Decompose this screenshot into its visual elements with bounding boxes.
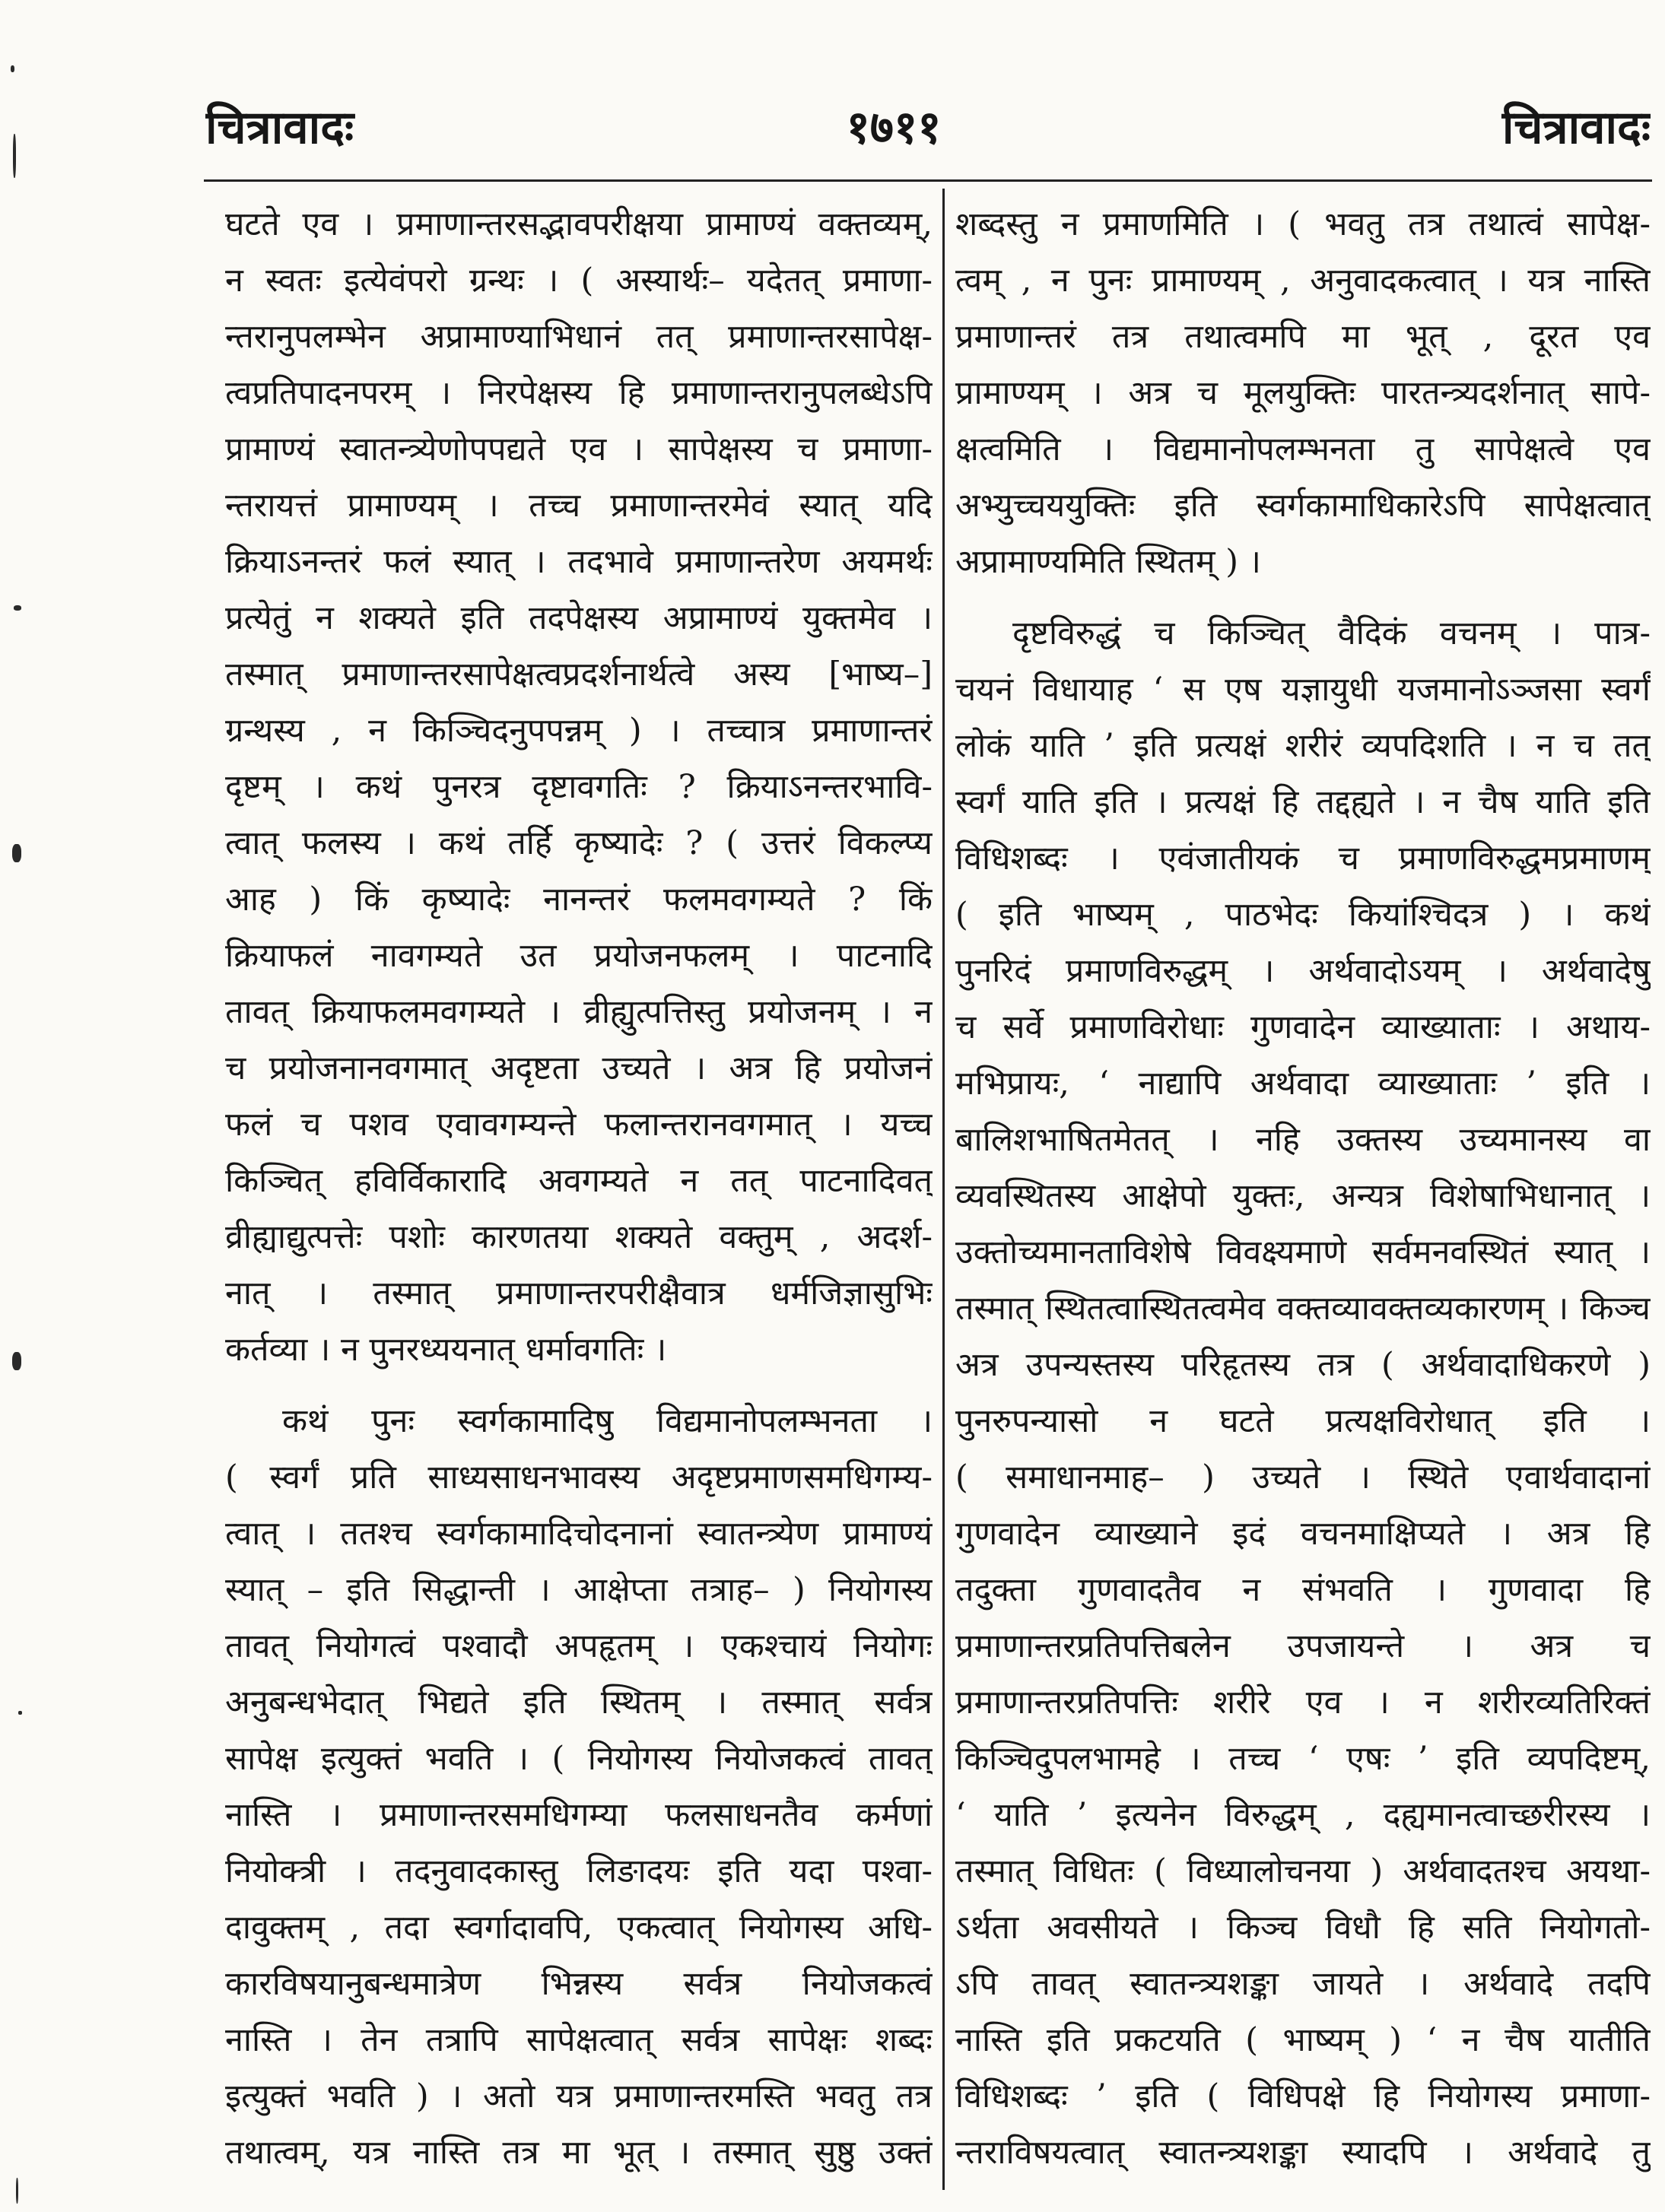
text-line: तथात्वम्, यत्र नास्ति तत्र मा भूत् । तस्मात् सुष्ठु उक्तं [225,2134,933,2172]
text-line: नात् । तस्मात् प्रमाणान्तरपरीक्षैवात्र धर्मजिज्ञासुभिः [225,1274,933,1312]
text-line: ऽपि तावत् स्वातन्त्र्यशङ्का जायते । अर्थवादे तदपि [955,1965,1651,2003]
text-line: प्रमाणान्तरप्रतिपत्तिबलेन उपजायन्ते । अत्र च [955,1627,1651,1665]
text-line: क्रियाफलं नावगम्यते उत प्रयोजनफलम् । पाटनादि [225,937,933,975]
text-line: त्वम् , न पुनः प्रामाण्यम् , अनुवादकत्वात् । यत्र नास्ति [955,262,1651,300]
text-line: क्रियाऽनन्तरं फलं स्यात् । तदभावे प्रमाणान्तरेण अयमर्थः [225,543,933,581]
text-line: किञ्चित् हविर्विकारादि अवगम्यते न तत् पाटनादिवत् [225,1162,933,1200]
text-line: तस्मात् विधितः ( विध्यालोचनया ) अर्थवादतश्च अयथा- [955,1852,1651,1890]
text-line: तदुक्ता गुणवादतैव न संभवति । गुणवादा हि [955,1571,1651,1609]
text-line: तस्मात् स्थितत्वास्थितत्वमेव वक्तव्यावक्तव्यकारणम् । किञ्च [955,1290,1651,1328]
text-line: ‘ याति ’ इत्यनेन विरुद्धम् , दह्यमानत्वाच्छरीरस्य । [955,1796,1651,1834]
text-line: नास्ति इति प्रकटयति ( भाष्यम् ) ‘ न चैष यातीति [955,2021,1651,2059]
text-line: नास्ति । तेन तत्रापि सापेक्षत्वात् सर्वत्र सापेक्षः शब्दः [225,2021,933,2059]
text-line: ग्रन्थस्य , न किञ्चिदनुपपन्नम् ) । तच्चात्र प्रमाणान्तरं [225,712,933,750]
text-line: दावुक्तम् , तदा स्वर्गादावपि, एकत्वात् नियोगस्य अधि- [225,1909,933,1947]
scan-speck [13,134,16,178]
text-line: ( इति भाष्यम् , पाठभेदः कियांश्चिदत्र ) । कथं [955,896,1651,934]
scan-speck [12,1352,21,1370]
text-line: ( स्वर्गं प्रति साध्यसाधनभावस्य अदृष्टप्रमाणसमधिगम्य- [225,1458,933,1496]
text-line: लोकं याति ’ इति प्रत्यक्षं शरीरं व्यपदिशति । न च तत् [955,727,1651,765]
text-line: बालिशभाषितमेतत् । नहि उक्तस्य उच्यमानस्य वा [955,1121,1651,1159]
text-line: शब्दस्तु न प्रमाणमिति । ( भवतु तत्र तथात्वं सापेक्ष- [955,205,1651,243]
paragraph-start-line: कथं पुनः स्वर्गकामादिषु विद्यमानोपलम्भनता । [282,1402,933,1440]
scan-speck [14,605,21,611]
text-line: प्रत्येतुं न शक्यते इति तदपेक्षस्य अप्रामाण्यं युक्तमेव । [225,599,933,637]
text-line: व्रीह्याद्युत्पत्तेः पशोः कारणतया शक्यते वक्तुम् , अदर्श- [225,1218,933,1256]
text-line: न्तराविषयत्वात् स्वातन्त्र्यशङ्का स्यादपि । अर्थवादे तु [955,2134,1651,2172]
text-line: प्रामाण्यं स्वातन्त्र्येणोपपद्यते एव । सापेक्षस्य च प्रमाणा- [225,430,933,468]
column-divider [942,189,945,2190]
text-line: उक्तोच्यमानताविशेषे विवक्ष्यमाणे सर्वमनवस्थितं स्यात् । [955,1233,1651,1271]
text-line: तावत् नियोगत्वं पश्वादौ अपहृतम् । एकश्चायं नियोगः [225,1627,933,1665]
running-head-right: चित्रावादः [1501,101,1651,154]
text-line: प्रामाण्यम् । अत्र च मूलयुक्तिः पारतन्त्र्यदर्शनात् सापे- [955,374,1651,412]
text-line: नियोक्त्री । तदनुवादकास्तु लिङादयः इति यदा पश्वा- [225,1852,933,1890]
text-line: स्वर्गं याति इति । प्रत्यक्षं हि तद्दह्यते । न चैष याति इति [955,783,1651,821]
header-rule [204,179,1652,182]
page-number: १७११ [846,101,942,154]
right-column [955,196,1651,2181]
text-line: अभ्युच्चययुक्तिः इति स्वर्गकामाधिकारेऽपि सापेक्षत्वात् [955,487,1651,525]
text-line: पुनरुपन्यासो न घटते प्रत्यक्षविरोधात् इति । [955,1402,1651,1440]
text-line: चयनं विधायाह ‘ स एष यज्ञायुधी यजमानोऽञ्जसा स्वर्गं [955,671,1651,709]
text-line: प्रमाणान्तरं तत्र तथात्वमपि मा भूत् , दूरत एव [955,318,1651,356]
text-line: च प्रयोजनानवगमात् अदृष्टता उच्यते । अत्र हि प्रयोजनं [225,1049,933,1087]
text-line: न्तरायत्तं प्रामाण्यम् । तच्च प्रमाणान्तरमेवं स्यात् यदि [225,487,933,525]
text-line: च सर्वे प्रमाणविरोधाः गुणवादेन व्याख्याताः । अथाय- [955,1008,1651,1046]
paragraph-start-line: दृष्टविरुद्धं च किञ्चित् वैदिकं वचनम् । पात्र- [1012,614,1651,652]
text-line: विधिशब्दः ’ इति ( विधिपक्षे हि नियोगस्य प्रमाणा- [955,2077,1651,2115]
text-line: आह ) किं कृष्यादेः नानन्तरं फलमवगम्यते ? किं [225,881,933,919]
running-head-left: चित्रावादः [205,101,354,154]
paragraph-end-line: अप्रामाण्यमिति स्थितम् ) । [955,543,1261,581]
text-line: इत्युक्तं भवति ) । अतो यत्र प्रमाणान्तरमस्ति भवतु तत्र [225,2077,933,2115]
scan-speck [11,65,14,72]
text-line: पुनरिदं प्रमाणविरुद्धम् । अर्थवादोऽयम् । अर्थवादेषु [955,952,1651,990]
left-column [225,196,933,2181]
text-line: गुणवादेन व्याख्याने इदं वचनमाक्षिप्यते । अत्र हि [955,1515,1651,1553]
text-line: अत्र उपन्यस्तस्य परिहृतस्य तत्र ( अर्थवादाधिकरणे ) [955,1346,1651,1384]
scan-speck [12,844,21,862]
scan-speck [16,2178,18,2204]
paragraph-end-line: कर्तव्या । न पुनरध्ययनात् धर्मावगतिः । [225,1331,667,1369]
text-line: न्तरानुपलम्भेन अप्रामाण्याभिधानं तत् प्रमाणान्तरसापेक्ष- [225,318,933,356]
text-line: ( समाधानमाह– ) उच्यते । स्थिते एवार्थवादानां [955,1458,1651,1496]
text-line: तावत् क्रियाफलमवगम्यते । व्रीह्युत्पत्तिस्तु प्रयोजनम् । न [225,993,933,1031]
text-line: प्रमाणान्तरप्रतिपत्तिः शरीरे एव । न शरीरव्यतिरिक्तं [955,1684,1651,1722]
text-line: नास्ति । प्रमाणान्तरसमधिगम्या फलसाधनतैव कर्मणां [225,1796,933,1834]
text-line: फलं च पशव एवावगम्यन्ते फलान्तरानवगमात् । यच्च [225,1106,933,1144]
text-line: स्यात् – इति सिद्धान्ती । आक्षेप्ता तत्राह– ) नियोगस्य [225,1571,933,1609]
text-line: क्षत्वमिति । विद्यमानोपलम्भनता तु सापेक्षत्वे एव [955,430,1651,468]
text-line: दृष्टम् । कथं पुनरत्र दृष्टावगतिः ? क्रियाऽनन्तरभावि- [225,768,933,806]
text-line: किञ्चिदुपलभामहे । तच्च ‘ एषः ’ इति व्यपदिष्टम्, [955,1740,1651,1778]
text-line: त्वप्रतिपादनपरम् । निरपेक्षस्य हि प्रमाणान्तरानुपलब्धेऽपि [225,374,933,412]
text-line: न स्वतः इत्येवंपरो ग्रन्थः । ( अस्यार्थः– यदेतत् प्रमाणा- [225,262,933,300]
text-line: घटते एव । प्रमाणान्तरसद्भावपरीक्षया प्रामाण्यं वक्तव्यम्, [225,205,933,243]
text-line: अनुबन्धभेदात् भिद्यते इति स्थितम् । तस्मात् सर्वत्र [225,1684,933,1722]
text-line: विधिशब्दः । एवंजातीयकं च प्रमाणविरुद्धमप्रमाणम् [955,839,1651,878]
text-line: मभिप्रायः, ‘ नाद्यापि अर्थवादा व्याख्याताः ’ इति । [955,1065,1651,1103]
text-line: कारविषयानुबन्धमात्रेण भिन्नस्य सर्वत्र नियोजकत्वं [225,1965,933,2003]
text-line: त्वात् । ततश्च स्वर्गकामादिचोदनानां स्वातन्त्र्येण प्रामाण्यं [225,1515,933,1553]
text-line: व्यवस्थितस्य आक्षेपो युक्तः, अन्यत्र विशेषाभिधानात् । [955,1177,1651,1215]
scan-speck [18,1711,22,1715]
text-line: ऽर्थता अवसीयते । किञ्च विधौ हि सति नियोगतो- [955,1909,1651,1947]
text-line: सापेक्ष इत्युक्तं भवति । ( नियोगस्य नियोजकत्वं तावत् [225,1740,933,1778]
text-line: त्वात् फलस्य । कथं तर्हि कृष्यादेः ? ( उत्तरं विकल्प्य [225,824,933,862]
text-line: तस्मात् प्रमाणान्तरसापेक्षत्वप्रदर्शनार्थत्वे अस्य [भाष्य–] [225,655,933,693]
